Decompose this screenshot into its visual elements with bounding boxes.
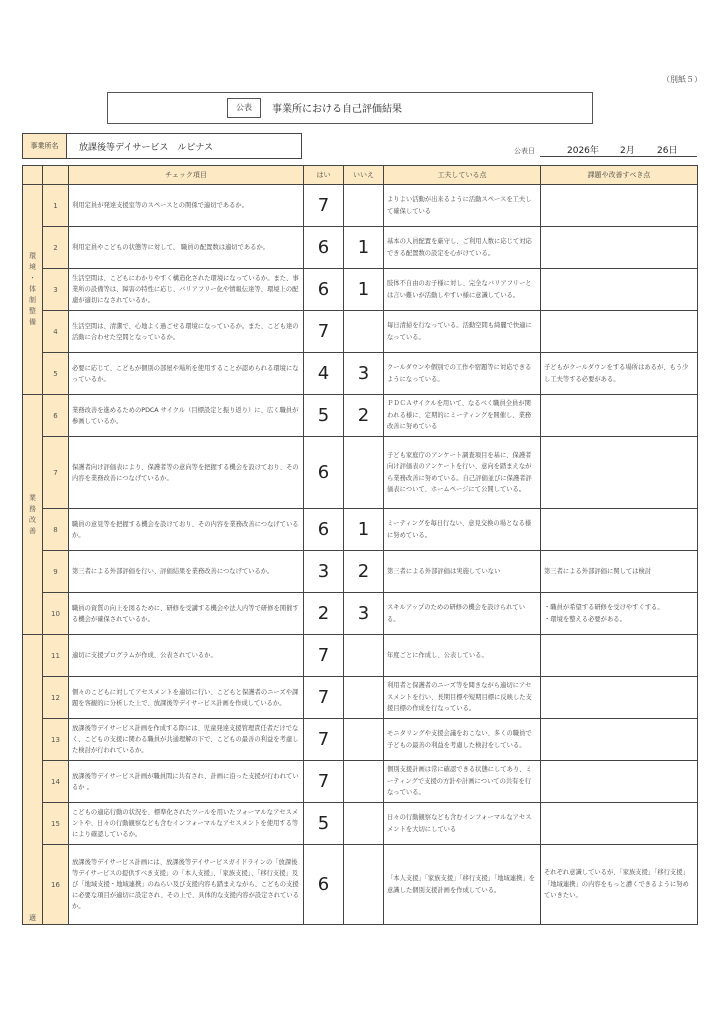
table-header-row [23,166,698,185]
table-row [23,437,698,509]
row-number: 16 [43,845,69,925]
kadai-text [541,677,698,719]
yes-count: 7 [304,719,344,761]
check-item: 職員の資質の向上を図るために、研修を受講する機会や法人内等で研修を開催する機会が確保されているか。 [69,593,304,635]
table-row [23,593,698,635]
header-check-item: チェック項目 [69,166,304,185]
no-count: 2 [344,395,384,437]
table-row [23,269,698,311]
kufu-text: 肢体不自由のお子様に対し、完全なバリアフリーとは言い難いが活動しやすい様に意識している。 [384,269,541,311]
yes-count: 7 [304,635,344,677]
check-item: 生活空間は、こどもにわかりやすく構造化された環境になっているか。また、事業所の設備等は、障害の特性に応じ、バリアフリー化や情報伝達等、環境上の配慮が適切になされているか。 [69,269,304,311]
row-number: 3 [43,269,69,311]
yes-count: 3 [304,551,344,593]
kadai-text [541,761,698,803]
row-number: 4 [43,311,69,353]
no-count [344,845,384,925]
header-kadai: 課題や改善すべき点 [541,166,698,185]
table-row [23,227,698,269]
kadai-text: 第三者による外部評価に関しては検討 [541,551,698,593]
row-number: 13 [43,719,69,761]
table-row [23,311,698,353]
no-count [344,635,384,677]
yes-count: 7 [304,185,344,227]
table-row [23,761,698,803]
header-section [23,166,43,185]
no-count [344,311,384,353]
evaluation-table [22,165,698,925]
yes-count: 7 [304,311,344,353]
table-row [23,677,698,719]
row-number: 15 [43,803,69,845]
kadai-text [541,311,698,353]
row-number: 7 [43,437,69,509]
yes-count: 4 [304,353,344,395]
no-count [344,803,384,845]
publication-month: 2月 [620,146,635,156]
publication-day: 26日 [657,146,678,156]
section-label: 業 務 改 善 [23,395,43,635]
row-number: 6 [43,395,69,437]
check-item: 利用定員が発達支援室等のスペースとの関係で適切であるか。 [69,185,304,227]
yes-count: 6 [304,845,344,925]
office-name: 放課後等デイサービス ルピナス [79,142,214,153]
row-number: 12 [43,677,69,719]
no-count: 3 [344,353,384,395]
yes-count: 7 [304,677,344,719]
kadai-text [541,509,698,551]
kadai-text: 子どもがクールダウンをする場所はあるが、もう少し工夫等する必要がある。 [541,353,698,395]
document-title: 事業所における自己評価結果 [272,104,402,115]
table-row [23,845,698,925]
publication-date-label: 公表日 [514,147,535,155]
office-box [22,133,302,159]
table-row [23,185,698,227]
kufu-text: モニタリングや支援会議をおこない、多くの職員で子どもの最善の利益を考慮した検討をしている。 [384,719,541,761]
check-item: 職員の意見等を把握する機会を設けており、その内容を業務改善につなげているか。 [69,509,304,551]
kadai-text [541,227,698,269]
kufu-text: 「本人支援」「家族支援」「移行支援」「地域連携」を意識した個別支援計画を作成している。 [384,845,541,925]
table-row [23,395,698,437]
no-count [344,185,384,227]
kufu-text: 利用者と保護者のニーズ等を聞きながら適切にアセスメントを行い、長期目標や短期目標に反映した支援目標の作成を行なっている。 [384,677,541,719]
kufu-text: よりよい活動が出来るように活動スペースを工夫して確保している [384,185,541,227]
kufu-text: クールダウンや個別での工作や宿題等に対応できるようになっている。 [384,353,541,395]
section-label: 適 [23,635,43,925]
kufu-text: スキルアップのための研修の機会を設けられている。 [384,593,541,635]
no-count: 3 [344,593,384,635]
row-number: 11 [43,635,69,677]
no-count [344,761,384,803]
annex-label: （別紙５） [662,75,702,84]
kufu-text: 子ども家庭庁のアンケート調査項目を基に、保護者向け評価表のアンケートを行い、意向を踏まえながら業務改善に努めている。自己評価並びに保護者評価表について、ホームページにて公開している。 [384,437,541,509]
kufu-text: 毎日清掃を行なっている。活動空間も綺麗で快適になっている。 [384,311,541,353]
check-item: こどもの適応行動の状況を、標準化されたツールを用いたフォーマルなアセスメントや、日々の行動観察なども含むインフォーマルなアセスメントを使用する等により確認しているか。 [69,803,304,845]
table-row [23,635,698,677]
no-count: 1 [344,509,384,551]
kadai-text [541,719,698,761]
kadai-text [541,185,698,227]
check-item: 利用定員やこどもの状態等に対して、 職員の配置数は適切であるか。 [69,227,304,269]
public-badge: 公表 [227,98,261,118]
table-row [23,803,698,845]
yes-count: 2 [304,593,344,635]
yes-count: 7 [304,761,344,803]
row-number: 10 [43,593,69,635]
row-number: 9 [43,551,69,593]
header-number [43,166,69,185]
publication-year: 2026年 [567,146,599,156]
table-row [23,551,698,593]
no-count [344,437,384,509]
title-box [107,92,593,124]
yes-count: 5 [304,395,344,437]
row-number: 5 [43,353,69,395]
kadai-text [541,269,698,311]
kadai-text [541,437,698,509]
header-kufu: 工夫している点 [384,166,541,185]
kufu-text: 年度ごとに作成し、公表している。 [384,635,541,677]
kufu-text: ＰＤＣＡサイクルを用いて、なるべく職員全員が関われる様に、定期的にミーティングを開催し、業務改善に努めている [384,395,541,437]
check-item: 放課後等デイサービス計画には、放課後等デイサービスガイドラインの「放課後等デイサービスの提供すべき支援」の「本人支援」、「家族支援」、「移行支援」及び「地域支援・地域連携」のねらい及び支援内容も踏まえながら、こどもの支援に必要な項目が適切に設定され、その上で、具体的な支援内容が設定されているか。 [69,845,304,925]
kufu-text: 個別支援計画は常に確認できる状態にしてあり、ミーティングで支援の方針や計画についての共有を行なっている。 [384,761,541,803]
no-count [344,677,384,719]
check-item: 放課後等デイサービス計画が職員間に共有され、計画に沿った支援が行われているか 。 [69,761,304,803]
office-label: 事業所名 [23,134,67,158]
yes-count: 6 [304,509,344,551]
yes-count: 6 [304,437,344,509]
kadai-text [541,803,698,845]
section-label: 環 境 ・ 体 制 整 備 [23,185,43,395]
check-item: 放課後等デイサービス計画を作成する際には、児童発達支援管理責任者だけでなく、こどもの支援に関わる職員が共通理解の下で、こどもの最善の利益を考慮した検討が行われているか。 [69,719,304,761]
check-item: 適切に支援プログラムが作成、公表されているか。 [69,635,304,677]
table-row [23,353,698,395]
header-yes: はい [304,166,344,185]
check-item: 必要に応じて、こどもが個別の部屋や場所を使用することが認められる環境になっているか。 [69,353,304,395]
no-count: 1 [344,269,384,311]
row-number: 8 [43,509,69,551]
table-row [23,509,698,551]
kadai-text [541,635,698,677]
table-row [23,719,698,761]
kufu-text: ミーティングを毎日行ない、意見交換の場となる様に努めている。 [384,509,541,551]
kadai-text: それぞれ意識しているが、「家族支援」「移行支援」「地域連携」の内容をもっと濃くできるように努めていきたい。 [541,845,698,925]
row-number: 2 [43,227,69,269]
kadai-text [541,395,698,437]
kufu-text: 第三者による外部評価は実施していない [384,551,541,593]
no-count: 2 [344,551,384,593]
kufu-text: 基本の人員配置を厳守し、ご利用人数に応じて対応できる配置数の設定を心がけている。 [384,227,541,269]
row-number: 1 [43,185,69,227]
yes-count: 5 [304,803,344,845]
check-item: 生活空間は、清潔で、心地よく過ごせる環境になっているか。また、こども達の活動に合わせた空間となっているか。 [69,311,304,353]
row-number: 14 [43,761,69,803]
kufu-text: 日々の行動観察なども含むインフォーマルなアセスメントを大切にしている [384,803,541,845]
check-item: 保護者向け評価表により、保護者等の意向等を把握する機会を設けており、その内容を業務改善につなげているか。 [69,437,304,509]
check-item: 第三者による外部評価を行い、評価結果を業務改善につなげているか。 [69,551,304,593]
check-item: 業務改善を進めるためのPDCA サイクル（目標設定と振り返り）に、広く職員が参画しているか。 [69,395,304,437]
yes-count: 6 [304,227,344,269]
header-no: いいえ [344,166,384,185]
publication-date [540,141,697,157]
yes-count: 6 [304,269,344,311]
no-count: 1 [344,227,384,269]
kadai-text: ・職員が希望する研修を受けやすくする。 ・環境を整える必要がある。 [541,593,698,635]
check-item: 個々のこどもに対してアセスメントを適切に行い、こどもと保護者のニーズや課題を客観的に分析した上で、放課後等デイサービス計画を作成しているか。 [69,677,304,719]
no-count [344,719,384,761]
